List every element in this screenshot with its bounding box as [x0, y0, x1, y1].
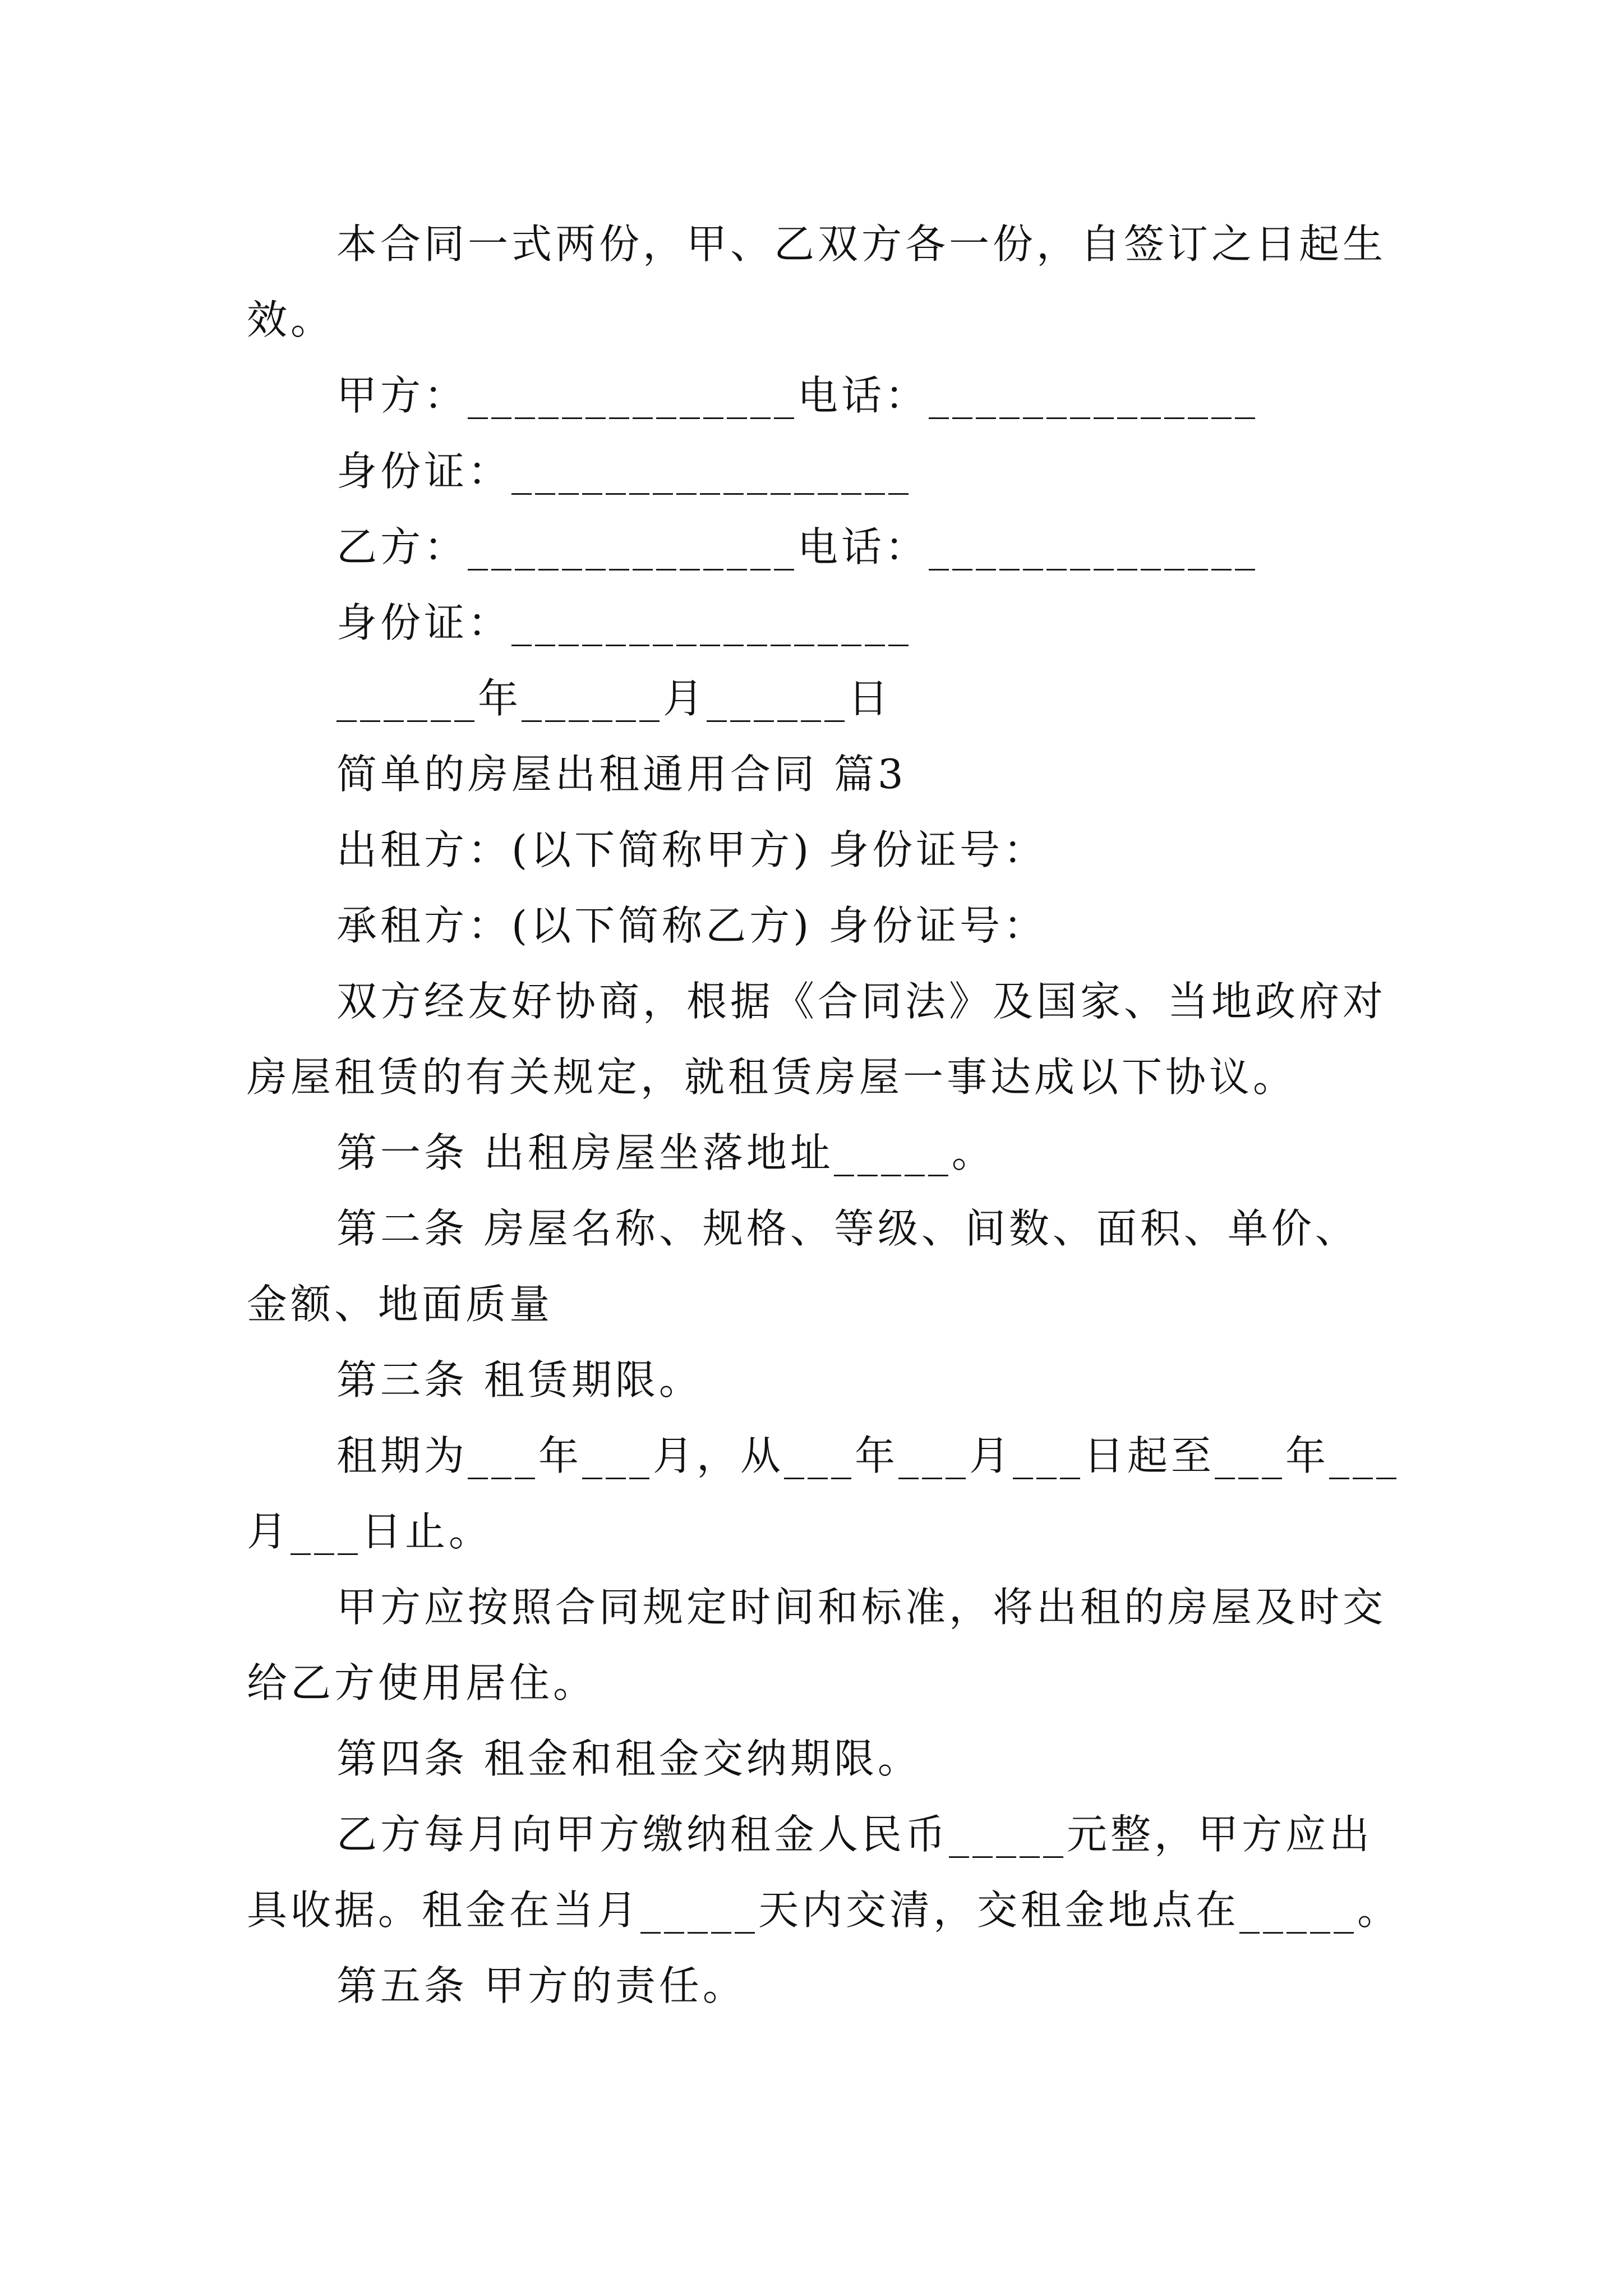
- article-2-line-1: 第二条 房屋名称、规格、等级、间数、面积、单价、: [336, 1205, 1359, 1252]
- preamble-line-2: 房屋租赁的有关规定，就租赁房屋一事达成以下协议。: [247, 1053, 1297, 1101]
- preamble-line-1: 双方经友好协商，根据《合同法》及国家、当地政府对: [336, 978, 1387, 1025]
- paragraph-effect-line-2: 效。: [247, 296, 335, 343]
- signing-date-line: ______年______月______日: [336, 675, 892, 722]
- handover-line-2: 给乙方使用居住。: [247, 1659, 597, 1706]
- rent-line-1: 乙方每月向甲方缴纳租金人民币_____元整，甲方应出: [336, 1811, 1373, 1858]
- party-b-phone-line: 乙方：______________电话：______________: [336, 523, 1259, 570]
- article-2-line-2: 金额、地面质量: [247, 1281, 554, 1328]
- lease-term-line-1: 租期为___年___月，从___年___月___日起至___年___: [336, 1432, 1400, 1479]
- party-b-id-line: 身份证：_________________: [336, 599, 912, 646]
- lessor-line: 出租方：(以下简称甲方) 身份证号：: [336, 826, 1048, 873]
- article-1-line: 第一条 出租房屋坐落地址_____。: [336, 1129, 995, 1176]
- article-4-heading: 第四条 租金和租金交纳期限。: [336, 1735, 921, 1782]
- article-5-heading: 第五条 甲方的责任。: [336, 1962, 746, 2009]
- party-a-phone-line: 甲方：______________电话：______________: [336, 372, 1259, 419]
- party-a-id-line: 身份证：_________________: [336, 448, 912, 495]
- lease-term-line-2: 月___日止。: [247, 1508, 493, 1555]
- article-3-heading: 第三条 租赁期限。: [336, 1356, 703, 1404]
- paragraph-effect-line-1: 本合同一式两份，甲、乙双方各一份，自签订之日起生: [336, 220, 1387, 268]
- section-title: 简单的房屋出租通用合同 篇3: [336, 751, 907, 798]
- lessee-line: 承租方：(以下简称乙方) 身份证号：: [336, 902, 1048, 949]
- rent-line-2: 具收据。租金在当月_____天内交清，交租金地点在_____。: [247, 1887, 1401, 1934]
- handover-line-1: 甲方应按照合同规定时间和标准，将出租的房屋及时交: [336, 1584, 1387, 1631]
